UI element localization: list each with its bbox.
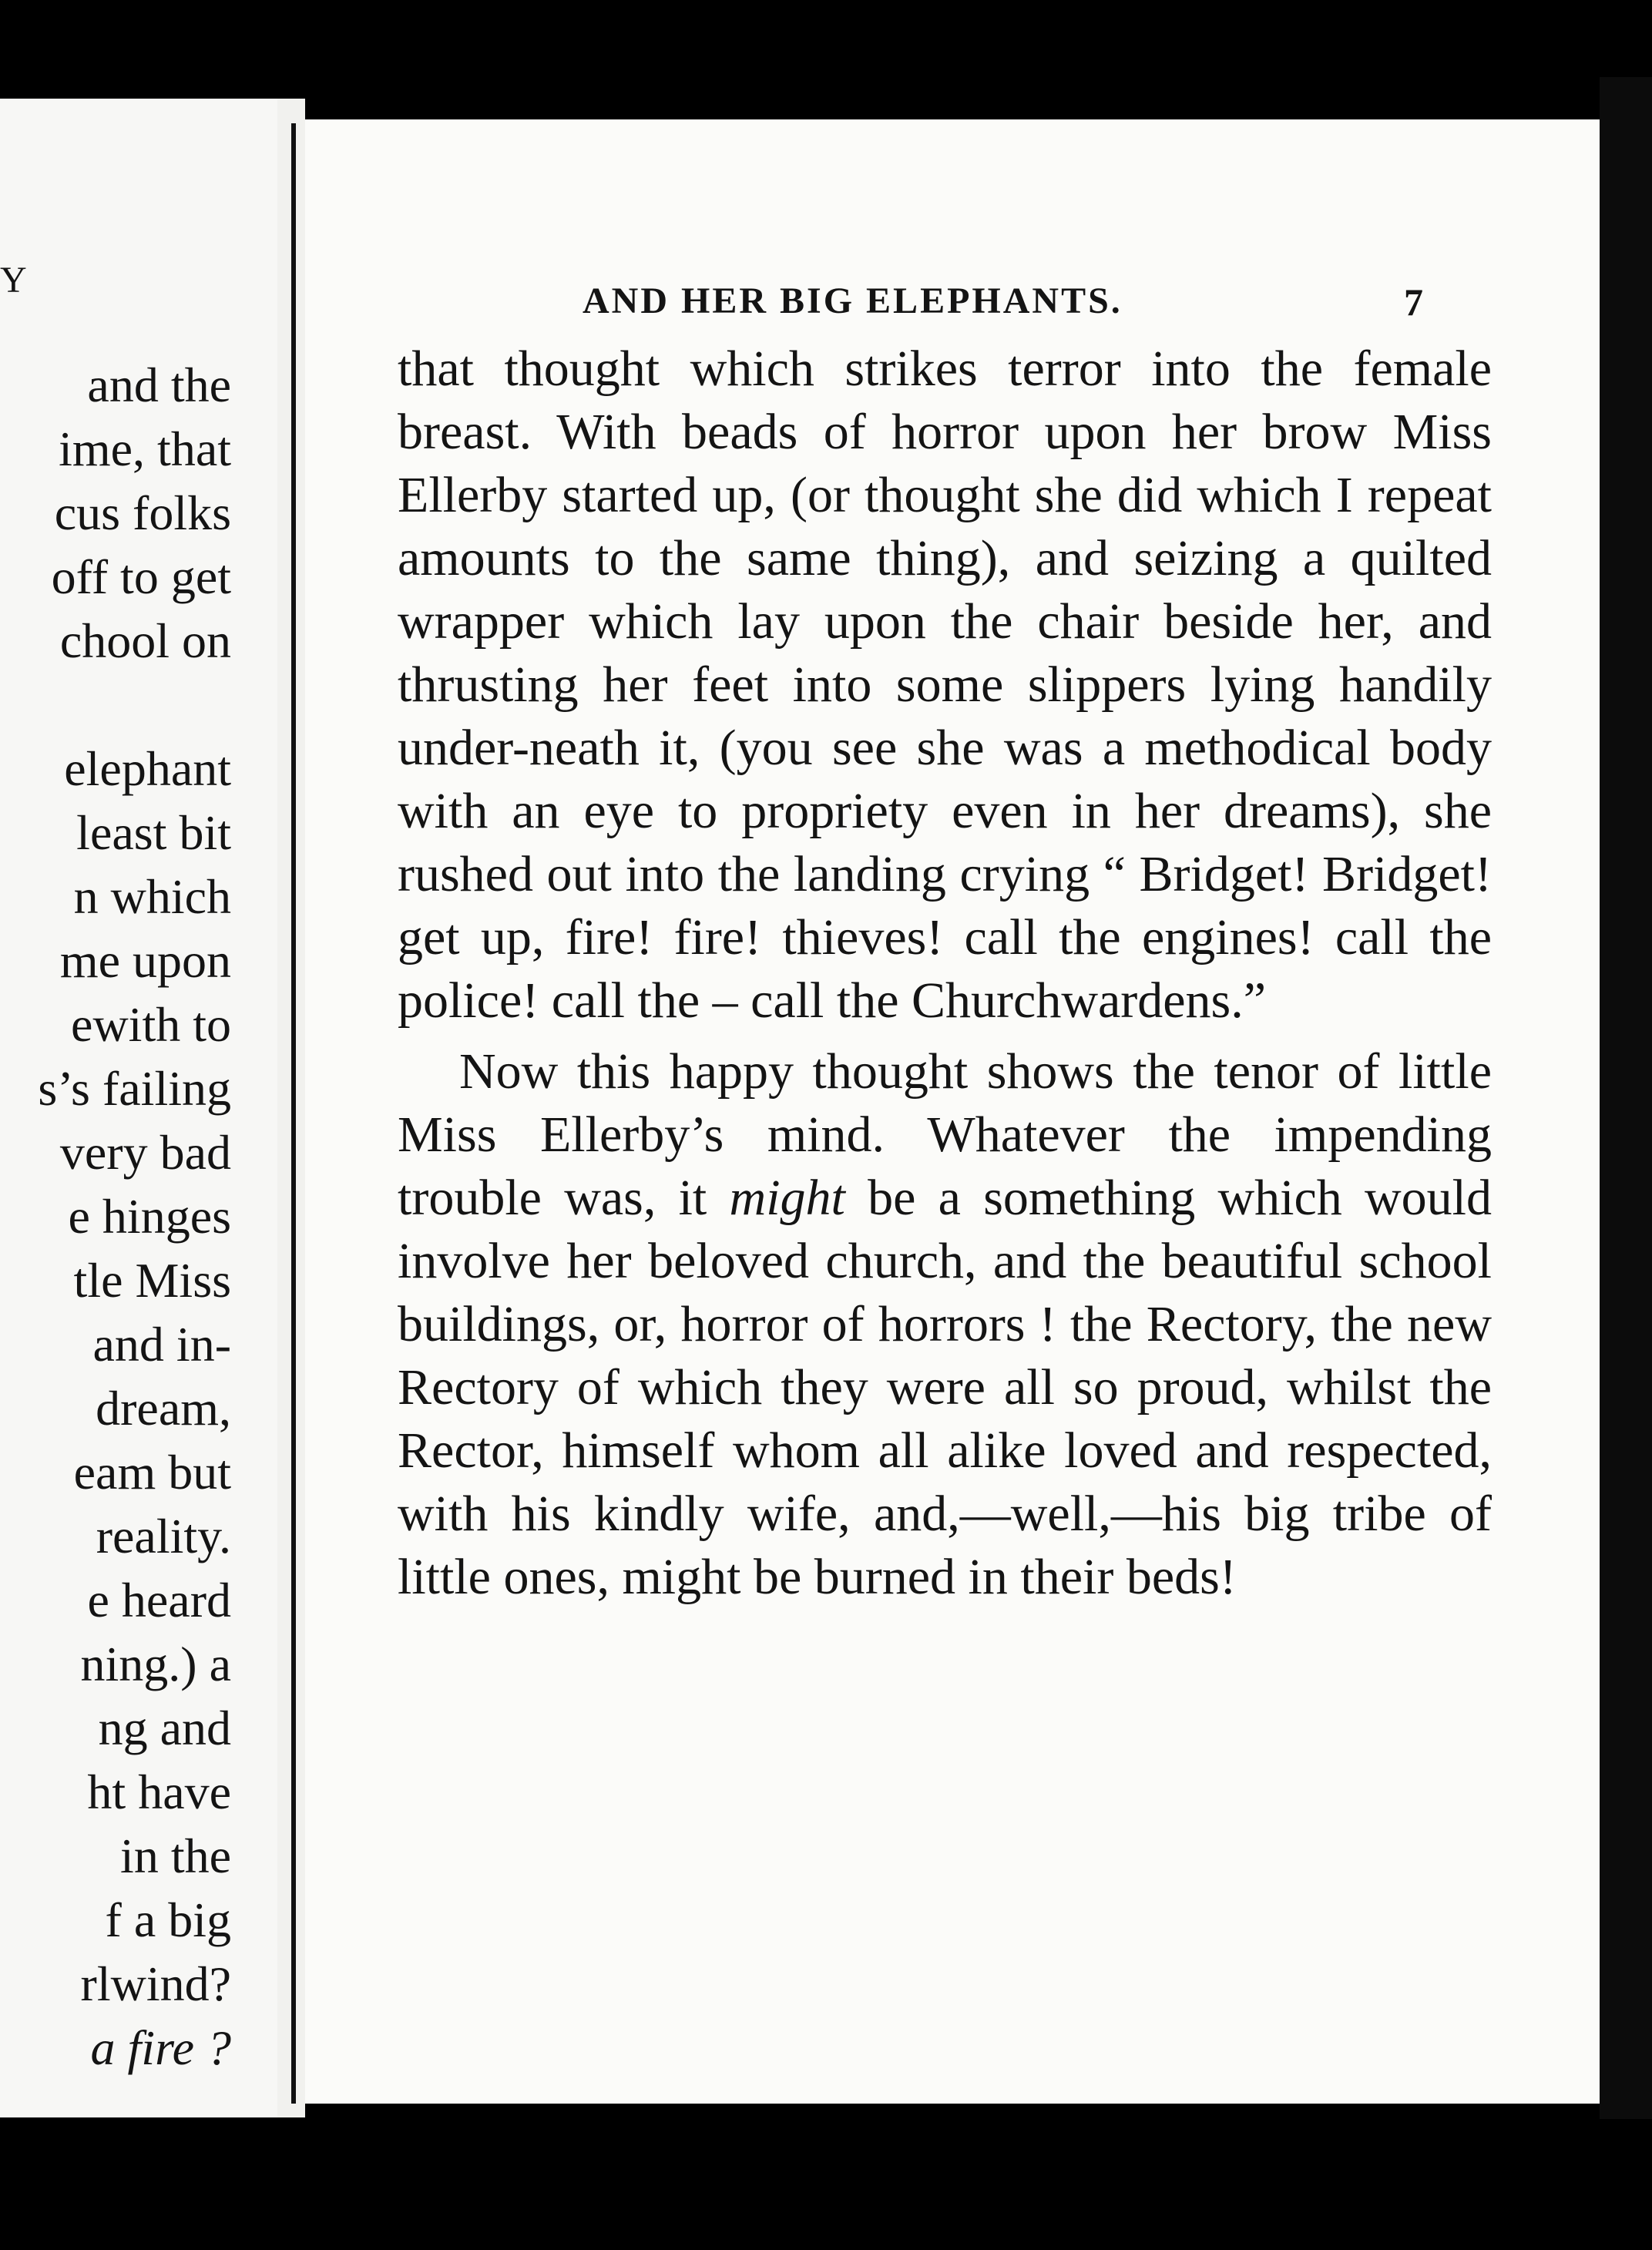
body-text [398,338,1492,1609]
left-line: in the [120,1829,231,1883]
paragraph-2-start: Now this happy thought shows the tenor of little Miss Ellerby’s mind. Whatever the impending trouble was, it [398,1043,1492,1226]
left-line: dream, [96,1381,231,1436]
left-line: a fire ? [90,2020,231,2075]
left-page-text [38,353,231,2080]
left-line: s’s failing [38,1061,231,1116]
paragraph-1: that thought which strikes terror into the female breast. With beads of horror upon her brow Miss Ellerby started up, (or thought she did which I repeat amounts to the same thing), and seizing a quilted wrapper which lay upon the chair beside her, and thrusting her feet into some slippers lying handily under-neath it, (you see she was a methodical body with an eye to propriety even in her dreams), she rushed out into the landing crying “ Bridget! Bridget! get up, fire! fire! thieves! call the engines! call the police! call the – call the Churchwardens.” [398,341,1492,1029]
left-line: e hinges [68,1189,231,1244]
paragraph-2 [398,1040,1492,1609]
left-line: e heard [87,1573,231,1627]
left-line: eam but [73,1445,231,1499]
left-line: n which [73,869,231,924]
left-line: ime, that [59,421,231,476]
page-edge-rule [291,123,296,2104]
left-line: and in- [92,1317,231,1372]
left-line: ning.) a [80,1637,231,1691]
left-line: chool on [59,613,231,668]
page-number: 7 [1404,280,1423,324]
left-line: rlwind? [80,1956,231,2011]
running-head [305,280,1476,326]
paragraph-2-end: be a something which would involve her beloved church, and the beautiful school buildings, or, horror of horrors ! the Rectory, the new Rectory of which they were all so proud, whilst the Rector, himself whom all alike loved and respected, with his kindly wife, and,—well,—his big tribe of little ones, might be burned in their beds! [398,1170,1493,1605]
left-line: elephant [64,741,231,796]
left-line: least bit [76,805,231,860]
left-line: cus folks [54,485,231,540]
left-line: and the [87,358,231,412]
left-running-head-fragment: Y [0,260,29,301]
left-line: ht have [87,1765,231,1819]
right-page-edge [1600,77,1652,2119]
left-line: me upon [59,933,231,988]
left-line: reality. [96,1509,231,1563]
right-page [305,119,1600,2104]
left-line: very bad [59,1125,231,1180]
left-line: f a big [105,1892,231,1947]
left-line: ewith to [71,997,231,1052]
left-line: off to get [51,549,231,604]
left-line: ng and [98,1701,231,1755]
left-paragraph-gap [38,673,231,737]
running-head-title: AND HER BIG ELEPHANTS. [583,280,1123,321]
left-page-fragment [0,99,277,2117]
left-line: tle Miss [73,1253,231,1308]
italic-emphasis: might [729,1170,845,1226]
